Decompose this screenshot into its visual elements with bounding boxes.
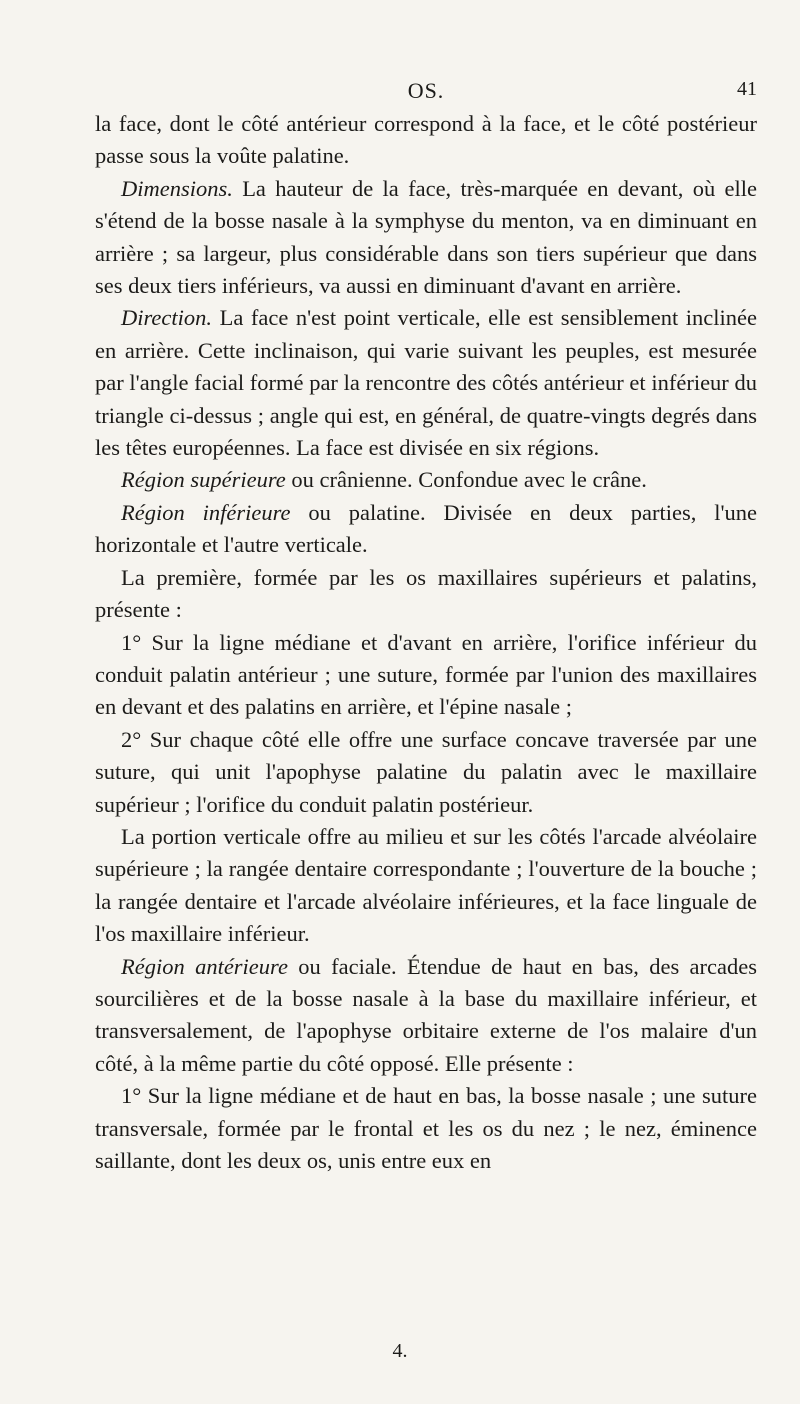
paragraph-lead: Direction. — [121, 305, 213, 331]
paragraph — [95, 562, 757, 627]
paragraph-text: La portion verticale offre au milieu et sur les côtés l'arcade alvéolaire supérieure ; la rangée dentaire correspondante ; l'ouverture de la bouche ; la rangée dentaire et l'arcade alvéolaire inférieures, et la face linguale de l'os maxillaire inférieur. — [95, 823, 757, 947]
signature-mark: 4. — [392, 1340, 408, 1362]
paragraph-lead: Région supérieure — [121, 467, 286, 493]
paragraph-text: la face, dont le côté antérieur correspond à la face, et le côté postérieur passe sous la voûte palatine. — [95, 111, 757, 169]
page-header — [95, 78, 757, 108]
paragraph-text: ou palatine. Divisée en deux parties, l'une horizontale et l'autre verticale. — [95, 499, 758, 558]
paragraph-lead: Région inférieure — [121, 499, 291, 525]
paragraph-text: 2° Sur chaque côté elle offre une surface concave traversée par une suture, qui unit l'apophyse palatine du palatin avec le maxillaire supérieur ; l'orifice du conduit palatin postérieur. — [95, 726, 757, 817]
paragraph — [95, 464, 757, 496]
paragraph-text: 1° Sur la ligne médiane et d'avant en arrière, l'orifice inférieur du conduit palatin antérieur ; une suture, formée par l'union des maxillaires en devant et des palatins en arrière, et l'épine nasale ; — [95, 629, 757, 720]
paragraph — [95, 497, 757, 562]
paragraph-lead: Dimensions. — [121, 175, 233, 201]
paragraph — [95, 821, 757, 951]
paragraph-text: 1° Sur la ligne médiane et de haut en bas, la bosse nasale ; une suture transversale, formée par le frontal et les os du nez ; le nez, éminence saillante, dont les deux os, unis entre eux en — [95, 1083, 757, 1173]
paragraph — [95, 108, 757, 173]
paragraph-text: ou faciale. Étendue de haut en bas, des arcades sourcilières et de la bosse nasale à la base du maxillaire inférieur, et transversalement, de l'apophyse orbitaire externe de l'os malaire d'un côté, à la même partie du côté opposé. Elle présente : — [95, 953, 757, 1076]
paragraph — [95, 627, 757, 724]
paragraph-text: ou crânienne. Confondue avec le crâne. — [285, 467, 647, 493]
paragraph-text: La hauteur de la face, très-marquée en devant, où elle s'étend de la bosse nasale à la symphyse du menton, va en diminuant en arrière ; sa largeur, plus considérable dans son tiers supérieur que dans ses deux tiers inférieurs, va aussi en diminuant d'avant en arrière. — [95, 175, 757, 299]
running-head: OS. — [407, 78, 445, 103]
paragraph-text: La face n'est point verticale, elle est sensiblement inclinée en arrière. Cette inclinaison, qui varie suivant les peuples, est mesurée par l'angle facial formé par la rencontre des côtés antérieur et inférieur du triangle ci-dessus ; angle qui est, en général, de quatre-vingts degrés dans les têtes européennes. La face est divisée en six régions. — [95, 305, 757, 461]
page-number: 41 — [737, 78, 757, 100]
paragraph — [95, 1080, 757, 1177]
paragraph-text: La première, formée par les os maxillaires supérieurs et palatins, présente : — [95, 564, 757, 623]
body-text — [95, 108, 757, 1177]
paragraph — [95, 173, 757, 303]
paragraph-lead: Région antérieure — [121, 953, 288, 979]
paragraph — [95, 951, 757, 1081]
paragraph — [95, 724, 757, 821]
paragraph — [95, 302, 757, 464]
